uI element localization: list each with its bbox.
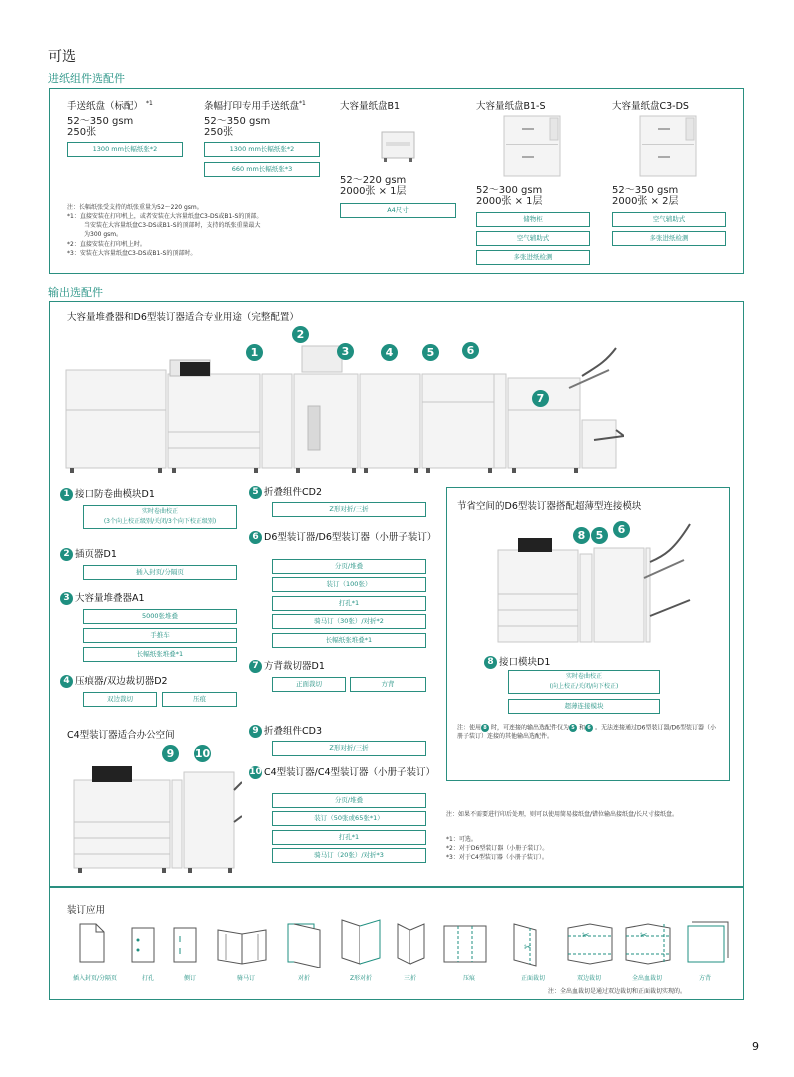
full-configuration-image xyxy=(64,340,624,476)
binding-label: 侧订 xyxy=(183,975,196,982)
binding-label: 对折 xyxy=(297,975,310,982)
product-spec: 52～350 gsm xyxy=(612,185,679,196)
option-tag: 分页/堆叠 xyxy=(272,793,426,808)
office-configuration-image xyxy=(70,762,242,876)
product-tag: 1300 mm长幅纸张*2 xyxy=(67,142,183,157)
product-name: 大容量纸盘B1 xyxy=(340,101,401,112)
option-tag: 装订（50张或65张*1） xyxy=(272,811,426,826)
callout-8: 8 xyxy=(573,527,590,544)
callout-5-slim: 5 xyxy=(591,527,608,544)
option-tag: 装订（100张） xyxy=(272,577,426,592)
slim-config-title: 节省空间的D6型装订器搭配超薄型连接模块 xyxy=(457,501,642,512)
output-note: *2：对于D6型装订器（小册子装订）。 xyxy=(446,845,549,852)
callout-2: 2 xyxy=(292,326,309,343)
product-name: 大容量纸盘C3-DS xyxy=(612,101,689,112)
product-spec: 52～350 gsm xyxy=(204,116,271,127)
svg-text:✂: ✂ xyxy=(640,931,648,941)
option-tag: 骑马订（20张）/对折*3 xyxy=(272,848,426,863)
option-heading: 2 插页器D1 xyxy=(60,548,117,561)
callout-5: 5 xyxy=(422,344,439,361)
svg-text:✂: ✂ xyxy=(524,943,532,953)
number-badge: 9 xyxy=(249,725,262,738)
option-heading: 4 压痕器/双边裁切器D2 xyxy=(60,675,168,688)
option-heading: 8 接口模块D1 xyxy=(484,656,550,669)
option-tag: 打孔*1 xyxy=(272,596,426,611)
tray-b1s-image xyxy=(502,112,564,180)
option-heading: 6 D6型装订器/D6型装订器（小册子装订） xyxy=(249,531,439,544)
product-tag: 多张进纸检测 xyxy=(476,250,590,265)
product-name: 大容量纸盘B1-S xyxy=(476,101,546,112)
binding-label: 插入封页/分隔页 xyxy=(72,975,118,982)
binding-note: 注：全出血裁切是通过双边裁切和正面裁切实现的。 xyxy=(548,988,687,995)
product-tag: A4尺寸 xyxy=(340,203,456,218)
option-heading: 9 折叠组件CD3 xyxy=(249,725,322,738)
number-badge: 6 xyxy=(249,531,262,544)
product-tag: 空气辅助式 xyxy=(476,231,590,246)
product-name: 条幅打印专用手送纸盘$^{*1}$ xyxy=(204,99,306,112)
product-spec: 52～300 gsm xyxy=(476,185,543,196)
page-number: 9 xyxy=(752,1040,759,1053)
callout-7: 7 xyxy=(532,390,549,407)
product-tag: 1300 mm长幅纸张*2 xyxy=(204,142,320,157)
option-tag: 手推车 xyxy=(83,628,237,643)
number-badge: 3 xyxy=(60,592,73,605)
office-config-title: C4型装订器适合办公空间 xyxy=(67,730,175,741)
number-badge: 1 xyxy=(60,488,73,501)
feed-note: 为300 gsm。 xyxy=(84,231,123,238)
product-spec: 2000张 × 1层 xyxy=(340,186,407,197)
option-heading: 3 大容量堆叠器A1 xyxy=(60,592,145,605)
product-spec: 52～220 gsm xyxy=(340,175,407,186)
option-tag: 超薄连接模块 xyxy=(508,699,660,714)
option-tag: 正面裁切 xyxy=(272,677,346,692)
option-tag: 分页/堆叠 xyxy=(272,559,426,574)
option-heading: 7 方背裁切器D1 xyxy=(249,660,325,673)
binding-label: 打孔 xyxy=(141,975,154,982)
product-spec: 2000张 × 1层 xyxy=(476,196,543,207)
svg-text:✂: ✂ xyxy=(582,931,590,941)
output-note: 注：如果不需要进行印后处理，则可以使用简易接纸盘/错位输出接纸盘/长尺寸接纸盘。 xyxy=(446,811,679,818)
number-badge: 10 xyxy=(249,767,262,777)
number-badge: 4 xyxy=(60,675,73,688)
option-tag: 骑马订（30张）/对折*2 xyxy=(272,614,426,629)
product-tag: 空气辅助式 xyxy=(612,212,726,227)
feed-note: *1：直接安装在打印机上，或者安装在大容量纸盘C3-DS或B1-S的顶部。 xyxy=(67,213,263,220)
product-name: 手送纸盘（标配） $^{*1}$ xyxy=(67,99,153,112)
product-spec: 250张 xyxy=(204,127,234,138)
product-spec: 250张 xyxy=(67,127,97,138)
option-tag: Z形对折/三折 xyxy=(272,502,426,517)
option-tag: 长幅纸张堆叠*1 xyxy=(83,647,237,662)
product-tag: 660 mm长幅纸张*3 xyxy=(204,162,320,177)
callout-10: 10 xyxy=(194,747,211,760)
option-tag: 5000张堆叠 xyxy=(83,609,237,624)
product-spec: 52～350 gsm xyxy=(67,116,134,127)
option-heading: 5 折叠组件CD2 xyxy=(249,486,322,499)
callout-9: 9 xyxy=(162,745,179,762)
binding-label: 三折 xyxy=(403,975,416,982)
option-tag: 插入封页/分隔页 xyxy=(83,565,237,580)
option-tag: Z形对折/三折 xyxy=(272,741,426,756)
number-badge: 5 xyxy=(249,486,262,499)
binding-label: 骑马订 xyxy=(236,975,255,982)
option-heading: 1 接口防卷曲模块D1 xyxy=(60,488,155,501)
option-tag: 长幅纸张堆叠*1 xyxy=(272,633,426,648)
number-badge: 7 xyxy=(249,660,262,673)
callout-4: 4 xyxy=(381,344,398,361)
binding-label: 全出血裁切 xyxy=(631,975,662,982)
binding-label: 双边裁切 xyxy=(576,975,601,982)
binding-label: 压痕 xyxy=(462,975,475,982)
feed-note: *3：安装在大容量纸盘C3-DS或B1-S的顶部时。 xyxy=(67,250,197,257)
output-section-title: 输出选配件 xyxy=(48,286,103,299)
output-note: *3：对于C4型装订器（小册子装订）。 xyxy=(446,854,548,861)
product-tag: 多张进纸检测 xyxy=(612,231,726,246)
option-tag: 方背 xyxy=(350,677,426,692)
option-tag: 实时卷曲校正 (3个向上校正级别/关闭/3个向下校正级别) xyxy=(83,505,237,529)
tray-c3ds-image xyxy=(638,112,700,180)
binding-icons xyxy=(60,916,740,968)
product-tag: 储物柜 xyxy=(476,212,590,227)
binding-title: 装订应用 xyxy=(67,905,106,916)
binding-label: 正面裁切 xyxy=(520,975,545,982)
option-heading: 10 C4型装订器/C4型装订器（小册子装订） xyxy=(249,767,436,778)
number-badge: 2 xyxy=(60,548,73,561)
binding-label: 方背 xyxy=(698,975,711,982)
output-note: *1：可选。 xyxy=(446,836,477,843)
pro-config-title: 大容量堆叠器和D6型装订器适合专业用途（完整配置） xyxy=(67,312,299,323)
feed-note: 当安装在大容量纸盘C3-DS或B1-S的顶部时，支持的纸张重量最大 xyxy=(84,222,261,229)
binding-label: Z形对折 xyxy=(349,975,373,982)
product-spec: 2000张 × 2层 xyxy=(612,196,679,207)
feed-note: *2：直接安装在打印机上时。 xyxy=(67,241,146,248)
callout-3: 3 xyxy=(337,343,354,360)
slim-note: 注：使用 8 时，可连接的输出选配件仅为 5 和 6 。无法连接通过D6型装订器/D6型装订器（小册子装订）连接的其他输出选配件。 xyxy=(457,724,716,740)
option-tag: 压痕 xyxy=(162,692,237,707)
callout-6-slim: 6 xyxy=(613,521,630,538)
callout-1: 1 xyxy=(246,344,263,361)
page-title: 可选 xyxy=(48,49,76,65)
number-badge: 8 xyxy=(484,656,497,669)
option-tag: 打孔*1 xyxy=(272,830,426,845)
option-tag: 双边裁切 xyxy=(83,692,157,707)
callout-6: 6 xyxy=(462,342,479,359)
tray-b1-image xyxy=(378,128,418,164)
option-tag: 实时卷曲校正 (向上校正/关闭/向下校正) xyxy=(508,670,660,694)
feed-section-title: 进纸组件选配件 xyxy=(48,72,125,85)
feed-note: 注：长幅纸张受支持的纸张重量为52～220 gsm。 xyxy=(67,204,203,211)
